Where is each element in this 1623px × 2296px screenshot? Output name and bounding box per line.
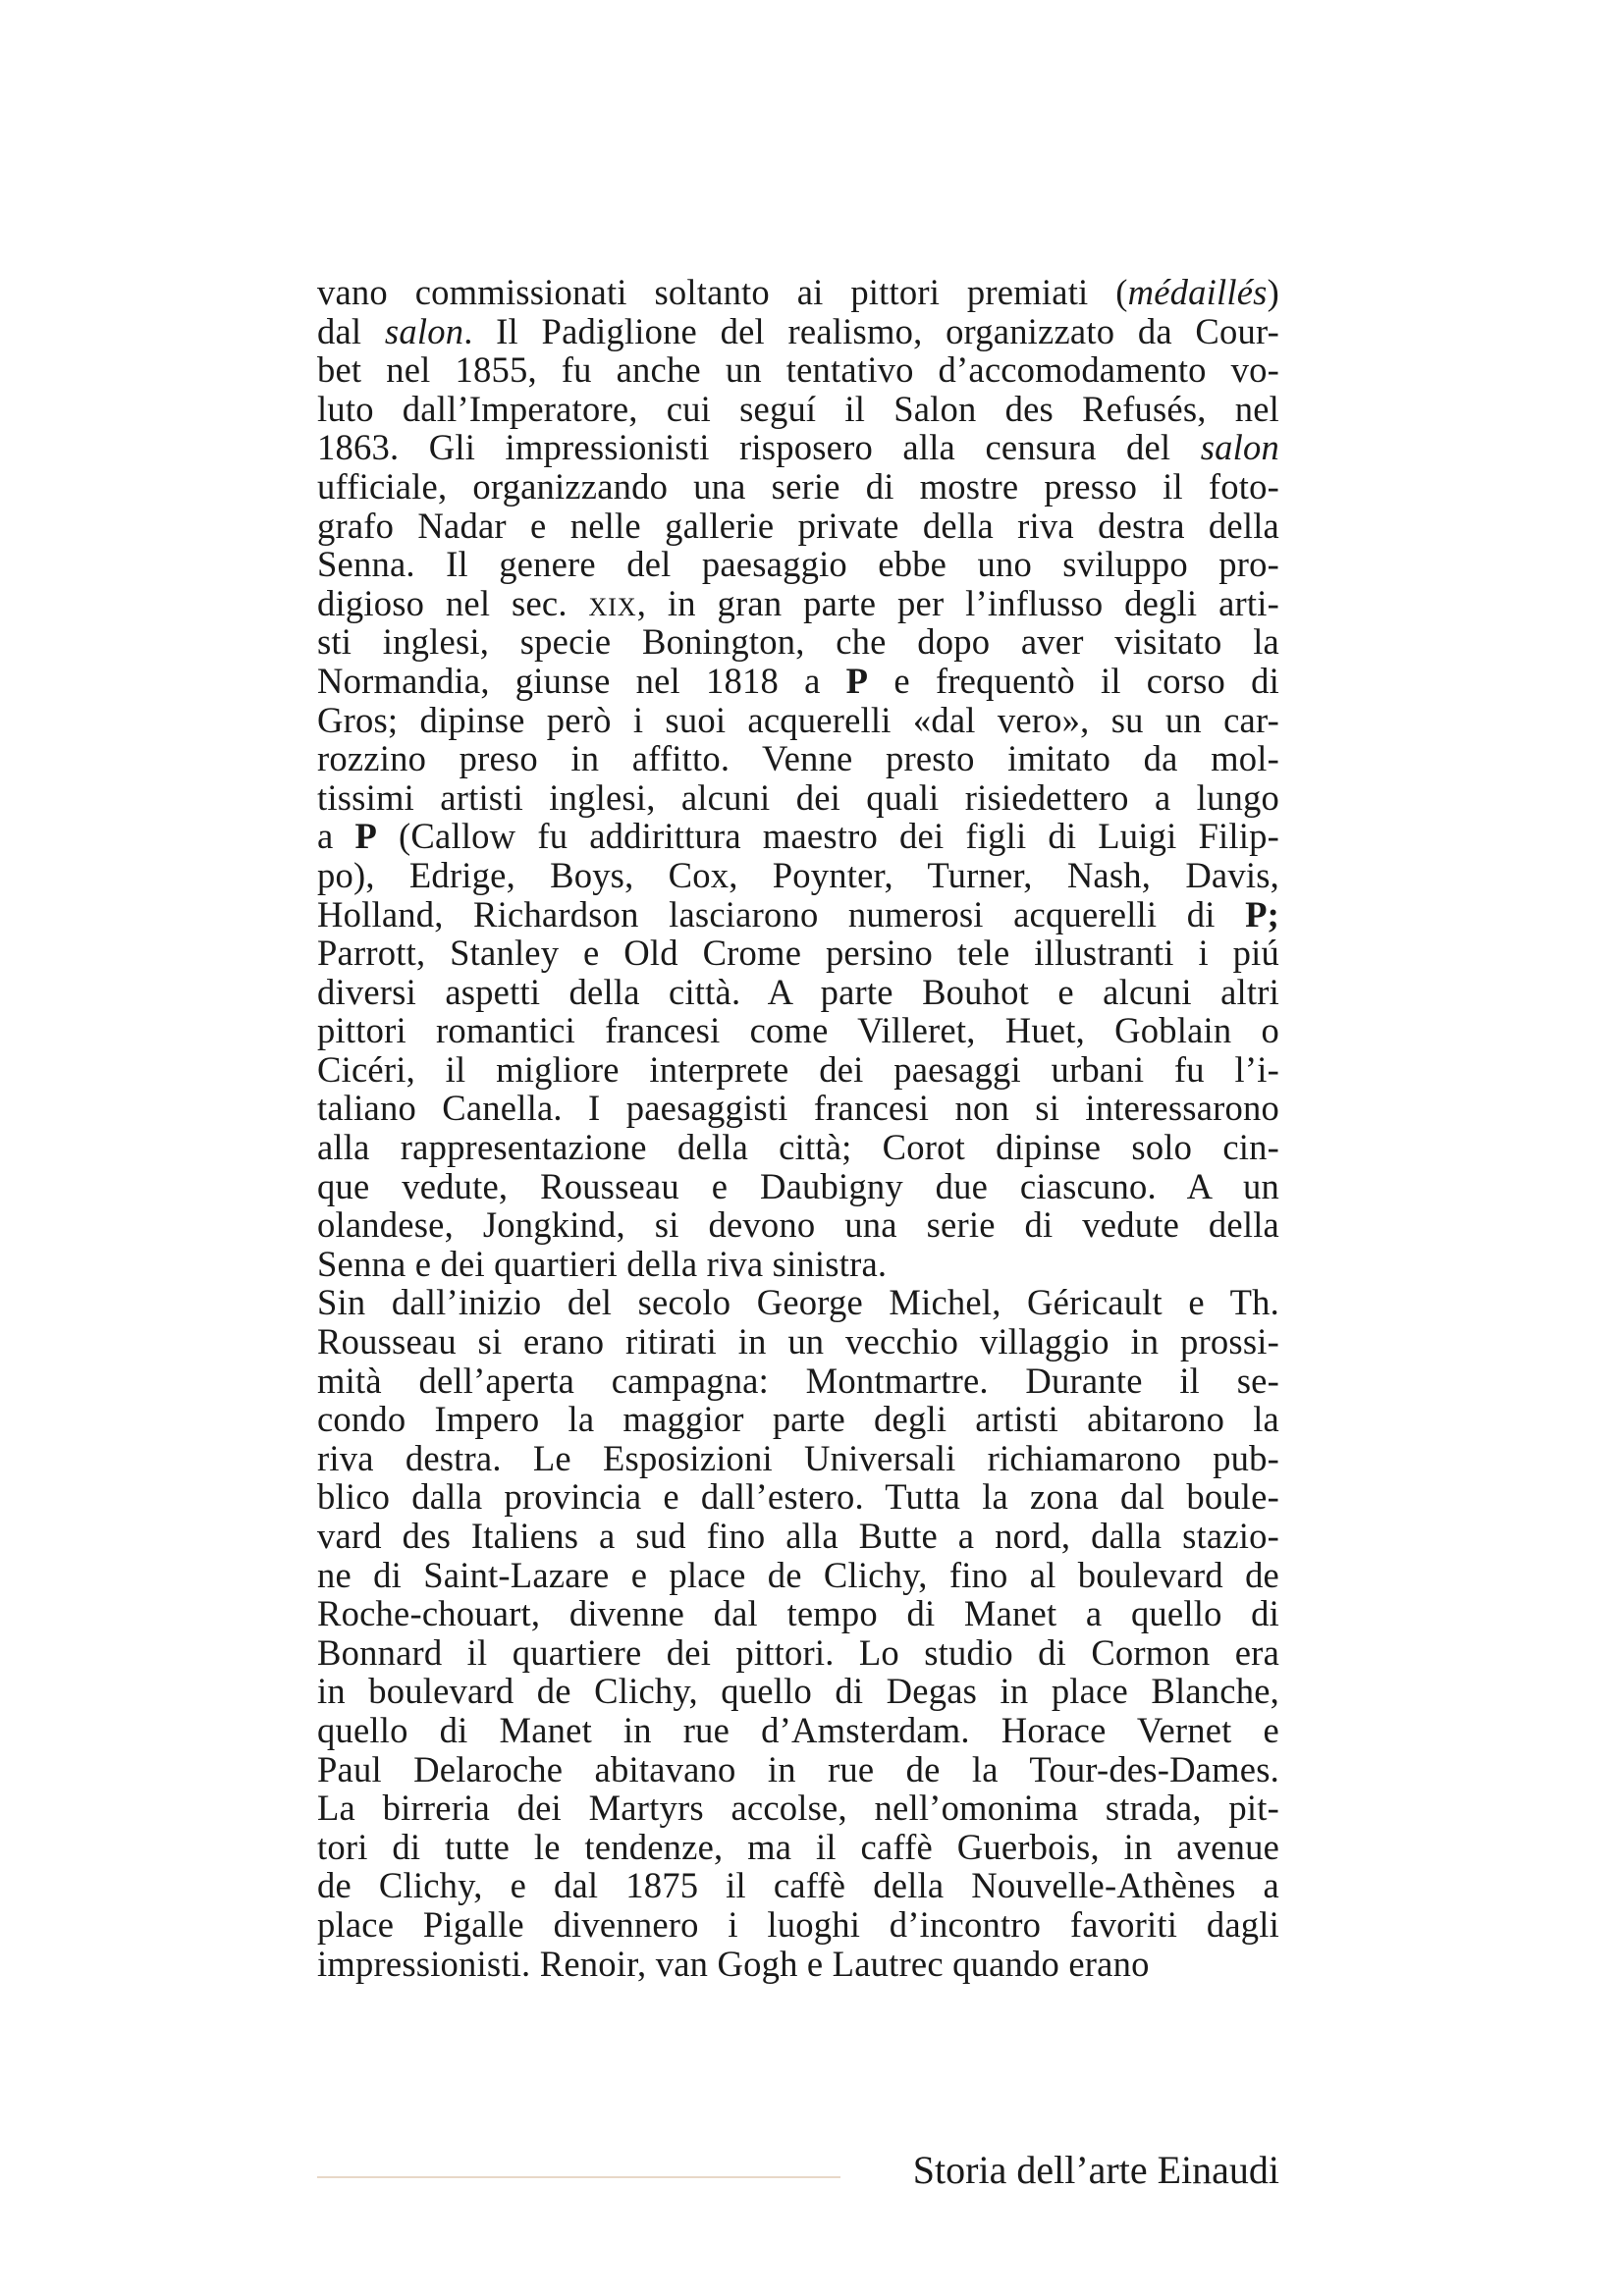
text-run: Sin dall’inizio del secolo George Michel, Géricault e Th. <box>317 1282 1279 1323</box>
text-run: in boulevard de Clichy, quello di Degas in place Blanche, <box>317 1671 1279 1712</box>
text-run: bet nel 1855, fu anche un tentativo d’accomodamento vo- <box>317 349 1279 391</box>
text-run: Rousseau si erano ritirati in un vecchio villaggio in prossi- <box>317 1321 1279 1362</box>
text-run: . Il Padiglione del realismo, organizzato da Cour- <box>463 310 1279 351</box>
text-line <box>317 1167 1279 1206</box>
text-run: , in gran parte per l’influsso degli arti- <box>636 582 1279 623</box>
text-line <box>317 1556 1279 1595</box>
text-line <box>317 817 1279 856</box>
text-line <box>317 1322 1279 1362</box>
text-run: impressionisti. Renoir, van Gogh e Lautrec quando erano <box>317 1943 1150 1984</box>
text-run: ne di Saint-Lazare e place de Clichy, fino al boulevard de <box>317 1554 1279 1595</box>
text-run: blico dalla provincia e dall’estero. Tutta la zona dal boule- <box>317 1476 1279 1518</box>
text-run: rozzino preso in affitto. Venne presto imitato da mol- <box>317 738 1279 779</box>
text-run: Parrott, Stanley e Old Crome persino tele illustranti i piú <box>317 933 1279 974</box>
small-caps-numeral: xix <box>588 582 637 623</box>
text-run: Bonnard il quartiere dei pittori. Lo studio di Cormon era <box>317 1631 1279 1673</box>
text-run: mità dell’aperta campagna: Montmartre. Durante il se- <box>317 1360 1279 1401</box>
text-run: Gros; dipinse però i suoi acquerelli «dal vero», su un car- <box>317 699 1279 740</box>
text-line <box>317 662 1279 701</box>
text-line <box>317 584 1279 623</box>
text-run: (Callow fu addirittura maestro dei figli di Luigi Filip- <box>377 816 1279 857</box>
bold-abbrev: P; <box>1245 893 1279 934</box>
text-run: tissimi artisti inglesi, alcuni dei quali risiedettero a lungo <box>317 776 1279 818</box>
bold-abbrev: P <box>845 660 869 701</box>
text-line <box>317 622 1279 662</box>
text-run: pittori romantici francesi come Villeret, Huet, Goblain o <box>317 1010 1279 1051</box>
text-run: Normandia, giunse nel 1818 a <box>317 660 846 701</box>
italic-term: salon <box>1200 427 1279 468</box>
text-line <box>317 1362 1279 1401</box>
italic-term: médaillés <box>1127 272 1268 312</box>
text-line <box>317 856 1279 895</box>
text-line <box>317 1672 1279 1711</box>
text-run: Holland, Richardson lasciarono numerosi acquerelli di <box>317 893 1246 934</box>
text-line <box>317 1789 1279 1828</box>
text-run: po), Edrige, Boys, Cox, Poynter, Turner, Nash, Davis, <box>317 854 1279 895</box>
text-run: grafo Nadar e nelle gallerie private della riva destra della <box>317 505 1279 546</box>
text-run: Senna. Il genere del paesaggio ebbe uno sviluppo pro- <box>317 544 1279 585</box>
text-run: La birreria dei Martyrs accolse, nell’omonima strada, pit- <box>317 1788 1279 1829</box>
text-line <box>317 1128 1279 1167</box>
text-line <box>317 895 1279 934</box>
text-line <box>317 1050 1279 1090</box>
text-line <box>317 1750 1279 1789</box>
text-line <box>317 467 1279 507</box>
text-run: de Clichy, e dal 1875 il caffè della Nouvelle-Athènes a <box>317 1865 1279 1906</box>
text-run: place Pigalle divennero i luoghi d’incontro favoriti dagli <box>317 1903 1279 1945</box>
text-line <box>317 934 1279 973</box>
text-line <box>317 1205 1279 1245</box>
footer-title: Storia dell’arte Einaudi <box>912 2148 1279 2192</box>
text-line <box>317 312 1279 351</box>
text-run: Paul Delaroche abitavano in rue de la Tour-des-Dames. <box>317 1748 1279 1789</box>
text-line <box>317 1439 1279 1478</box>
text-line <box>317 350 1279 390</box>
text-run: 1863. Gli impressionisti risposero alla censura del <box>317 427 1201 468</box>
text-run: que vedute, Rousseau e Daubigny due ciascuno. A un <box>317 1165 1279 1206</box>
text-run: dal <box>317 310 385 351</box>
italic-term: salon <box>384 310 464 351</box>
text-line <box>317 428 1279 467</box>
text-run: vard des Italiens a sud fino alla Butte a nord, dalla stazio- <box>317 1516 1279 1556</box>
text-line <box>317 1945 1279 1984</box>
text-run: olandese, Jongkind, si devono una serie di vedute della <box>317 1204 1279 1246</box>
text-run: e frequentò il corso di <box>868 660 1279 701</box>
text-line <box>317 1089 1279 1128</box>
text-line <box>317 1400 1279 1439</box>
text-line <box>317 545 1279 584</box>
text-line <box>317 507 1279 546</box>
text-run: tori di tutte le tendenze, ma il caffè Guerbois, in avenue <box>317 1826 1279 1867</box>
text-run: digioso nel sec. <box>317 582 589 623</box>
text-run: Roche-chouart, divenne dal tempo di Manet a quello di <box>317 1593 1279 1634</box>
text-run: ) <box>1267 272 1279 312</box>
bold-abbrev: P <box>354 816 378 857</box>
footer-rule <box>317 2176 840 2178</box>
text-line <box>317 778 1279 818</box>
text-line <box>317 1633 1279 1673</box>
text-line <box>317 1517 1279 1556</box>
text-line <box>317 1905 1279 1945</box>
text-line <box>317 1283 1279 1322</box>
text-line <box>317 1866 1279 1905</box>
text-run: quello di Manet in rue d’Amsterdam. Horace Vernet e <box>317 1709 1279 1750</box>
body-text <box>317 273 1279 1983</box>
text-line <box>317 390 1279 429</box>
text-run: taliano Canella. I paesaggisti francesi non si interessarono <box>317 1088 1279 1129</box>
text-run: ufficiale, organizzando una serie di mostre presso il foto- <box>317 465 1279 507</box>
text-run: luto dall’Imperatore, cui seguí il Salon des Refusés, nel <box>317 388 1279 429</box>
text-run: sti inglesi, specie Bonington, che dopo aver visitato la <box>317 621 1279 663</box>
text-line <box>317 701 1279 740</box>
text-line <box>317 973 1279 1012</box>
text-line <box>317 273 1279 312</box>
text-run: riva destra. Le Esposizioni Universali richiamarono pub- <box>317 1437 1279 1478</box>
text-line <box>317 1477 1279 1517</box>
text-run: Cicéri, il migliore interprete dei paesaggi urbani fu l’i- <box>317 1048 1279 1090</box>
text-line <box>317 1828 1279 1867</box>
text-run: condo Impero la maggior parte degli artisti abitarono la <box>317 1399 1279 1440</box>
text-line <box>317 1594 1279 1633</box>
text-run: alla rappresentazione della città; Corot dipinse solo cin- <box>317 1127 1279 1168</box>
text-run: Senna e dei quartieri della riva sinistra. <box>317 1243 888 1284</box>
text-run: vano commissionati soltanto ai pittori premiati ( <box>317 272 1128 312</box>
text-line <box>317 1011 1279 1050</box>
text-line <box>317 1711 1279 1750</box>
text-line <box>317 1245 1279 1284</box>
text-line <box>317 739 1279 778</box>
text-run: diversi aspetti della città. A parte Bouhot e alcuni altri <box>317 971 1279 1012</box>
text-run: a <box>317 816 355 857</box>
